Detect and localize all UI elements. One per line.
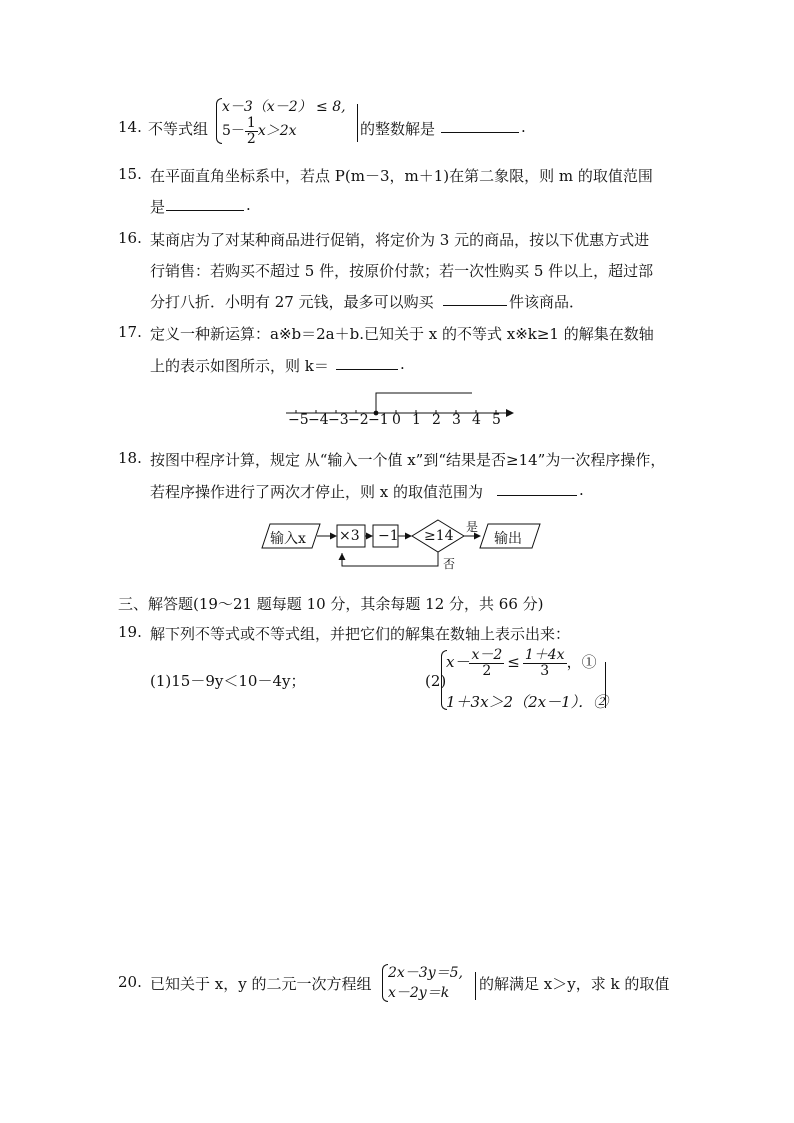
question-text: 的整数解是 <box>360 120 436 138</box>
period: . <box>521 118 526 136</box>
arrow-head <box>506 409 514 417</box>
question-text: 某商店为了对某种商品进行促销，将定价为 3 元的商品，按以下优惠方式进 <box>150 231 650 249</box>
flow-input-label: 输入x <box>270 531 306 547</box>
flow-compare-label: ≥14 <box>424 528 454 544</box>
question-text: 解下列不等式或不等式组，并把它们的解集在数轴上表示出来： <box>150 625 571 643</box>
equation-2: x－2y＝k <box>388 985 450 1001</box>
question-number: 19. <box>118 623 142 641</box>
axis-tick-label: −5 <box>288 412 309 428</box>
axis-tick-label: −2 <box>348 412 369 428</box>
axis-tick-label: −1 <box>368 412 389 428</box>
question-text: 件该商品． <box>509 293 585 311</box>
question-text: 按图中程序计算，规定 从“输入一个值 x”到“结果是否≥14”为一次程序操作， <box>150 451 666 469</box>
question-number: 16. <box>118 229 142 247</box>
question-text: 是 <box>150 198 166 216</box>
axis-tick-label: −3 <box>328 412 349 428</box>
equation-1: 2x－3y＝5, <box>388 965 463 981</box>
period: . <box>246 196 251 214</box>
axis-tick-label: 4 <box>472 412 481 428</box>
right-bracket <box>602 662 606 708</box>
inequality-line-1: x－ $\frac{x-2}{2}$ ≤ $\frac{1+4x}{3}$ ，① <box>446 647 597 679</box>
answer-blank[interactable] <box>166 196 244 211</box>
expr-part: x＞2x <box>257 123 297 140</box>
question-text: 分打八折．小明有 27 元钱，最多可以购买 <box>150 293 434 311</box>
flow-yes-label: 是 <box>466 520 479 534</box>
sub-question-2-label: (2) <box>425 672 447 690</box>
period: . <box>579 481 584 499</box>
question-number: 18. <box>118 449 142 467</box>
question-text: 的解满足 x＞y，求 k 的取值 <box>479 975 670 993</box>
question-number: 14. <box>118 118 142 136</box>
question-text: 不等式组 <box>148 120 209 138</box>
question-text: 若程序操作进行了两次才停止，则 x 的取值范围为 <box>150 483 483 501</box>
inequality-line-2 <box>222 116 297 146</box>
question-text: 在平面直角坐标系中，若点 P(m－3，m＋1)在第二象限，则 m 的取值范围 <box>150 167 653 185</box>
axis-tick-label: 3 <box>452 412 461 428</box>
question-text: 上的表示如图所示，则 k＝ <box>150 357 329 375</box>
question-number: 20. <box>118 973 142 991</box>
question-number: 17. <box>118 323 142 341</box>
expr-part: 5－ <box>222 123 245 140</box>
inequality-line-1: x－3（x－2） ≤ 8, <box>222 99 346 115</box>
period: . <box>400 355 405 373</box>
flow-no-label: 否 <box>443 557 456 571</box>
sub-question-1: (1)15－9y＜10－4y； <box>150 672 306 690</box>
answer-blank[interactable] <box>497 481 577 496</box>
inequality-line-2: 1＋3x＞2（2x－1）．② <box>446 693 609 711</box>
axis-tick-label: 2 <box>432 412 441 428</box>
axis-tick-label: 1 <box>412 412 421 428</box>
solution-ray <box>376 393 472 414</box>
flow-minus1-label: −1 <box>378 528 399 544</box>
loop-back-line <box>342 552 438 566</box>
question-text: 定义一种新运算：a※b＝2a＋b.已知关于 x 的不等式 x※k≥1 的解集在数轴 <box>150 325 654 343</box>
flow-output-label: 输出 <box>494 531 522 547</box>
axis-tick-label: −4 <box>308 412 329 428</box>
axis-tick-label: 0 <box>392 412 401 428</box>
question-number: 15. <box>118 165 142 183</box>
right-bracket <box>472 972 476 1000</box>
question-text: 已知关于 x，y 的二元一次方程组 <box>150 975 372 993</box>
right-bracket <box>354 104 358 142</box>
flow-times3-label: ×3 <box>339 528 360 544</box>
answer-blank[interactable] <box>336 355 398 370</box>
answer-blank[interactable] <box>441 118 519 133</box>
axis-tick-label: 5 <box>492 412 501 428</box>
question-text: 行销售：若购买不超过 5 件，按原价付款；若一次性购买 5 件以上，超过部 <box>150 262 654 280</box>
section-title: 三、解答题(19～21 题每题 10 分，其余每题 12 分，共 66 分) <box>118 595 544 613</box>
answer-blank[interactable] <box>443 291 507 306</box>
fraction: $\frac{1}{2}$ <box>246 115 256 147</box>
